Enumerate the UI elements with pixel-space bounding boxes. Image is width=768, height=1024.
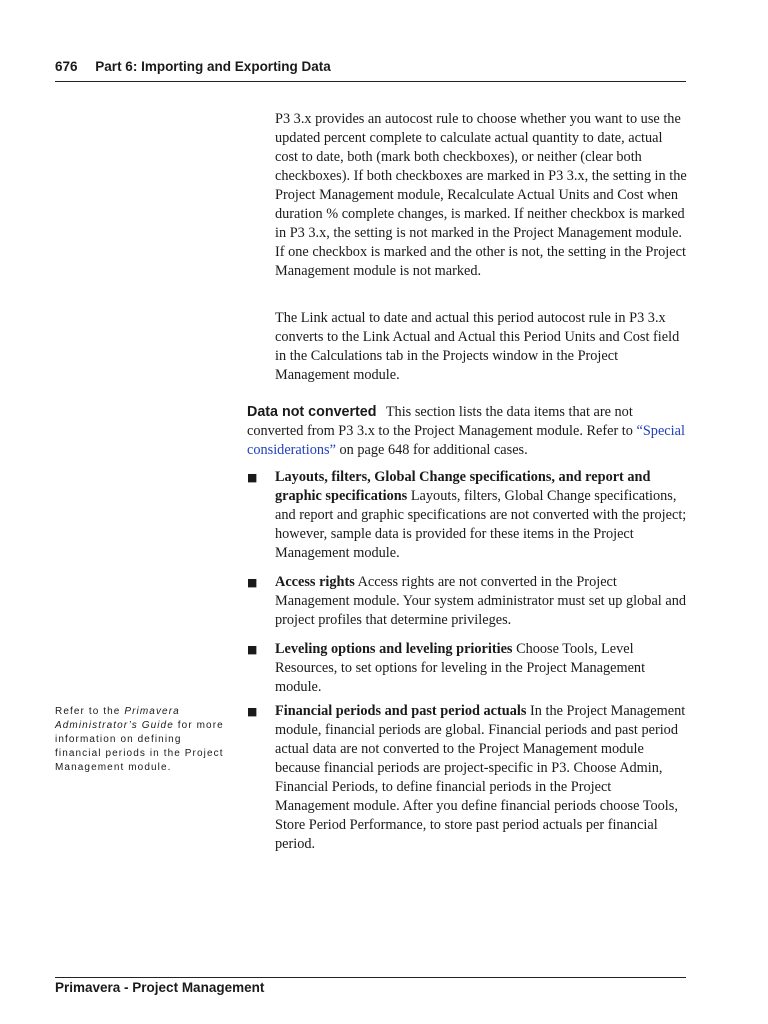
square-bullet-icon: ■ bbox=[247, 471, 258, 484]
list-item bbox=[247, 640, 687, 697]
list-item-title: Leveling options and leveling priorities bbox=[275, 641, 513, 657]
margin-note-guide-title: Primavera Administrator’s Guide bbox=[55, 706, 180, 731]
section-intro-end: on page 648 for additional cases. bbox=[339, 442, 528, 458]
part-title: Part 6: Importing and Exporting Data bbox=[95, 59, 331, 74]
page-number: 676 bbox=[55, 59, 78, 74]
special-considerations-link[interactable]: “Special considerations” bbox=[247, 423, 685, 458]
margin-note bbox=[55, 705, 225, 775]
running-footer: Primavera - Project Management bbox=[55, 977, 686, 997]
list-item-text: Access rights are not converted in the Project Management module. Your system administrator must set up global and project profiles that determine privileges. bbox=[275, 574, 686, 628]
list-item-title: Layouts, filters, Global Change specifications, and report and graphic specifications bbox=[275, 469, 651, 504]
margin-note-suffix: for more information on defining financial periods in the Project Management module. bbox=[55, 720, 224, 773]
list-item bbox=[247, 468, 687, 563]
body-paragraph-autocost: P3 3.x provides an autocost rule to choose whether you want to use the updated percent complete to calculate actual quantity to date, actual cost to date, both (mark both checkboxes), or neither (clear both checkboxes). If both checkboxes are marked in P3 3.x, the setting in the Project Management module, Recalculate Actual Units and Cost when duration % complete changes, is marked. If neither checkbox is marked in P3 3.x, the setting is not marked in the Project Management module. If one checkbox is marked and the other is not, the setting in the Project Management module is not marked. bbox=[275, 111, 687, 279]
list-item-title: Financial periods and past period actuals bbox=[275, 703, 527, 719]
square-bullet-icon: ■ bbox=[247, 576, 258, 589]
data-not-converted-section bbox=[247, 403, 687, 460]
running-header bbox=[55, 57, 686, 82]
square-bullet-icon: ■ bbox=[247, 705, 258, 718]
list-item-text: Choose Tools, Level Resources, to set options for leveling in the Project Management module. bbox=[275, 641, 646, 695]
section-intro: This section lists the data items that are not converted from P3 3.x to the Project Management module. Refer to bbox=[247, 404, 633, 439]
list-item bbox=[247, 702, 687, 854]
list-item-text: Layouts, filters, Global Change specifications, and report and graphic specifications are not converted with the project; however, sample data is provided for these items in the Project Management module. bbox=[275, 488, 687, 561]
list-item bbox=[247, 573, 687, 630]
list-item-title: Access rights bbox=[275, 574, 355, 590]
list-item-text: In the Project Management module, financial periods are global. Financial periods and past period actual data are not converted to the Project Management module because financial periods are project-specific in P3. Choose Admin, Financial Periods, to define financial periods in the Project Management module. After you define financial periods choose Tools, Store Period Performance, to store past period actuals per financial period. bbox=[275, 703, 686, 852]
body-paragraph-link-actual: The Link actual to date and actual this period autocost rule in P3 3.x converts to the Link Actual and Actual this Period Units and Cost field in the Calculations tab in the Projects window in the Project Management module. bbox=[275, 310, 680, 383]
square-bullet-icon: ■ bbox=[247, 643, 258, 656]
margin-note-prefix: Refer to the bbox=[55, 706, 121, 717]
section-heading: Data not converted bbox=[247, 404, 377, 420]
